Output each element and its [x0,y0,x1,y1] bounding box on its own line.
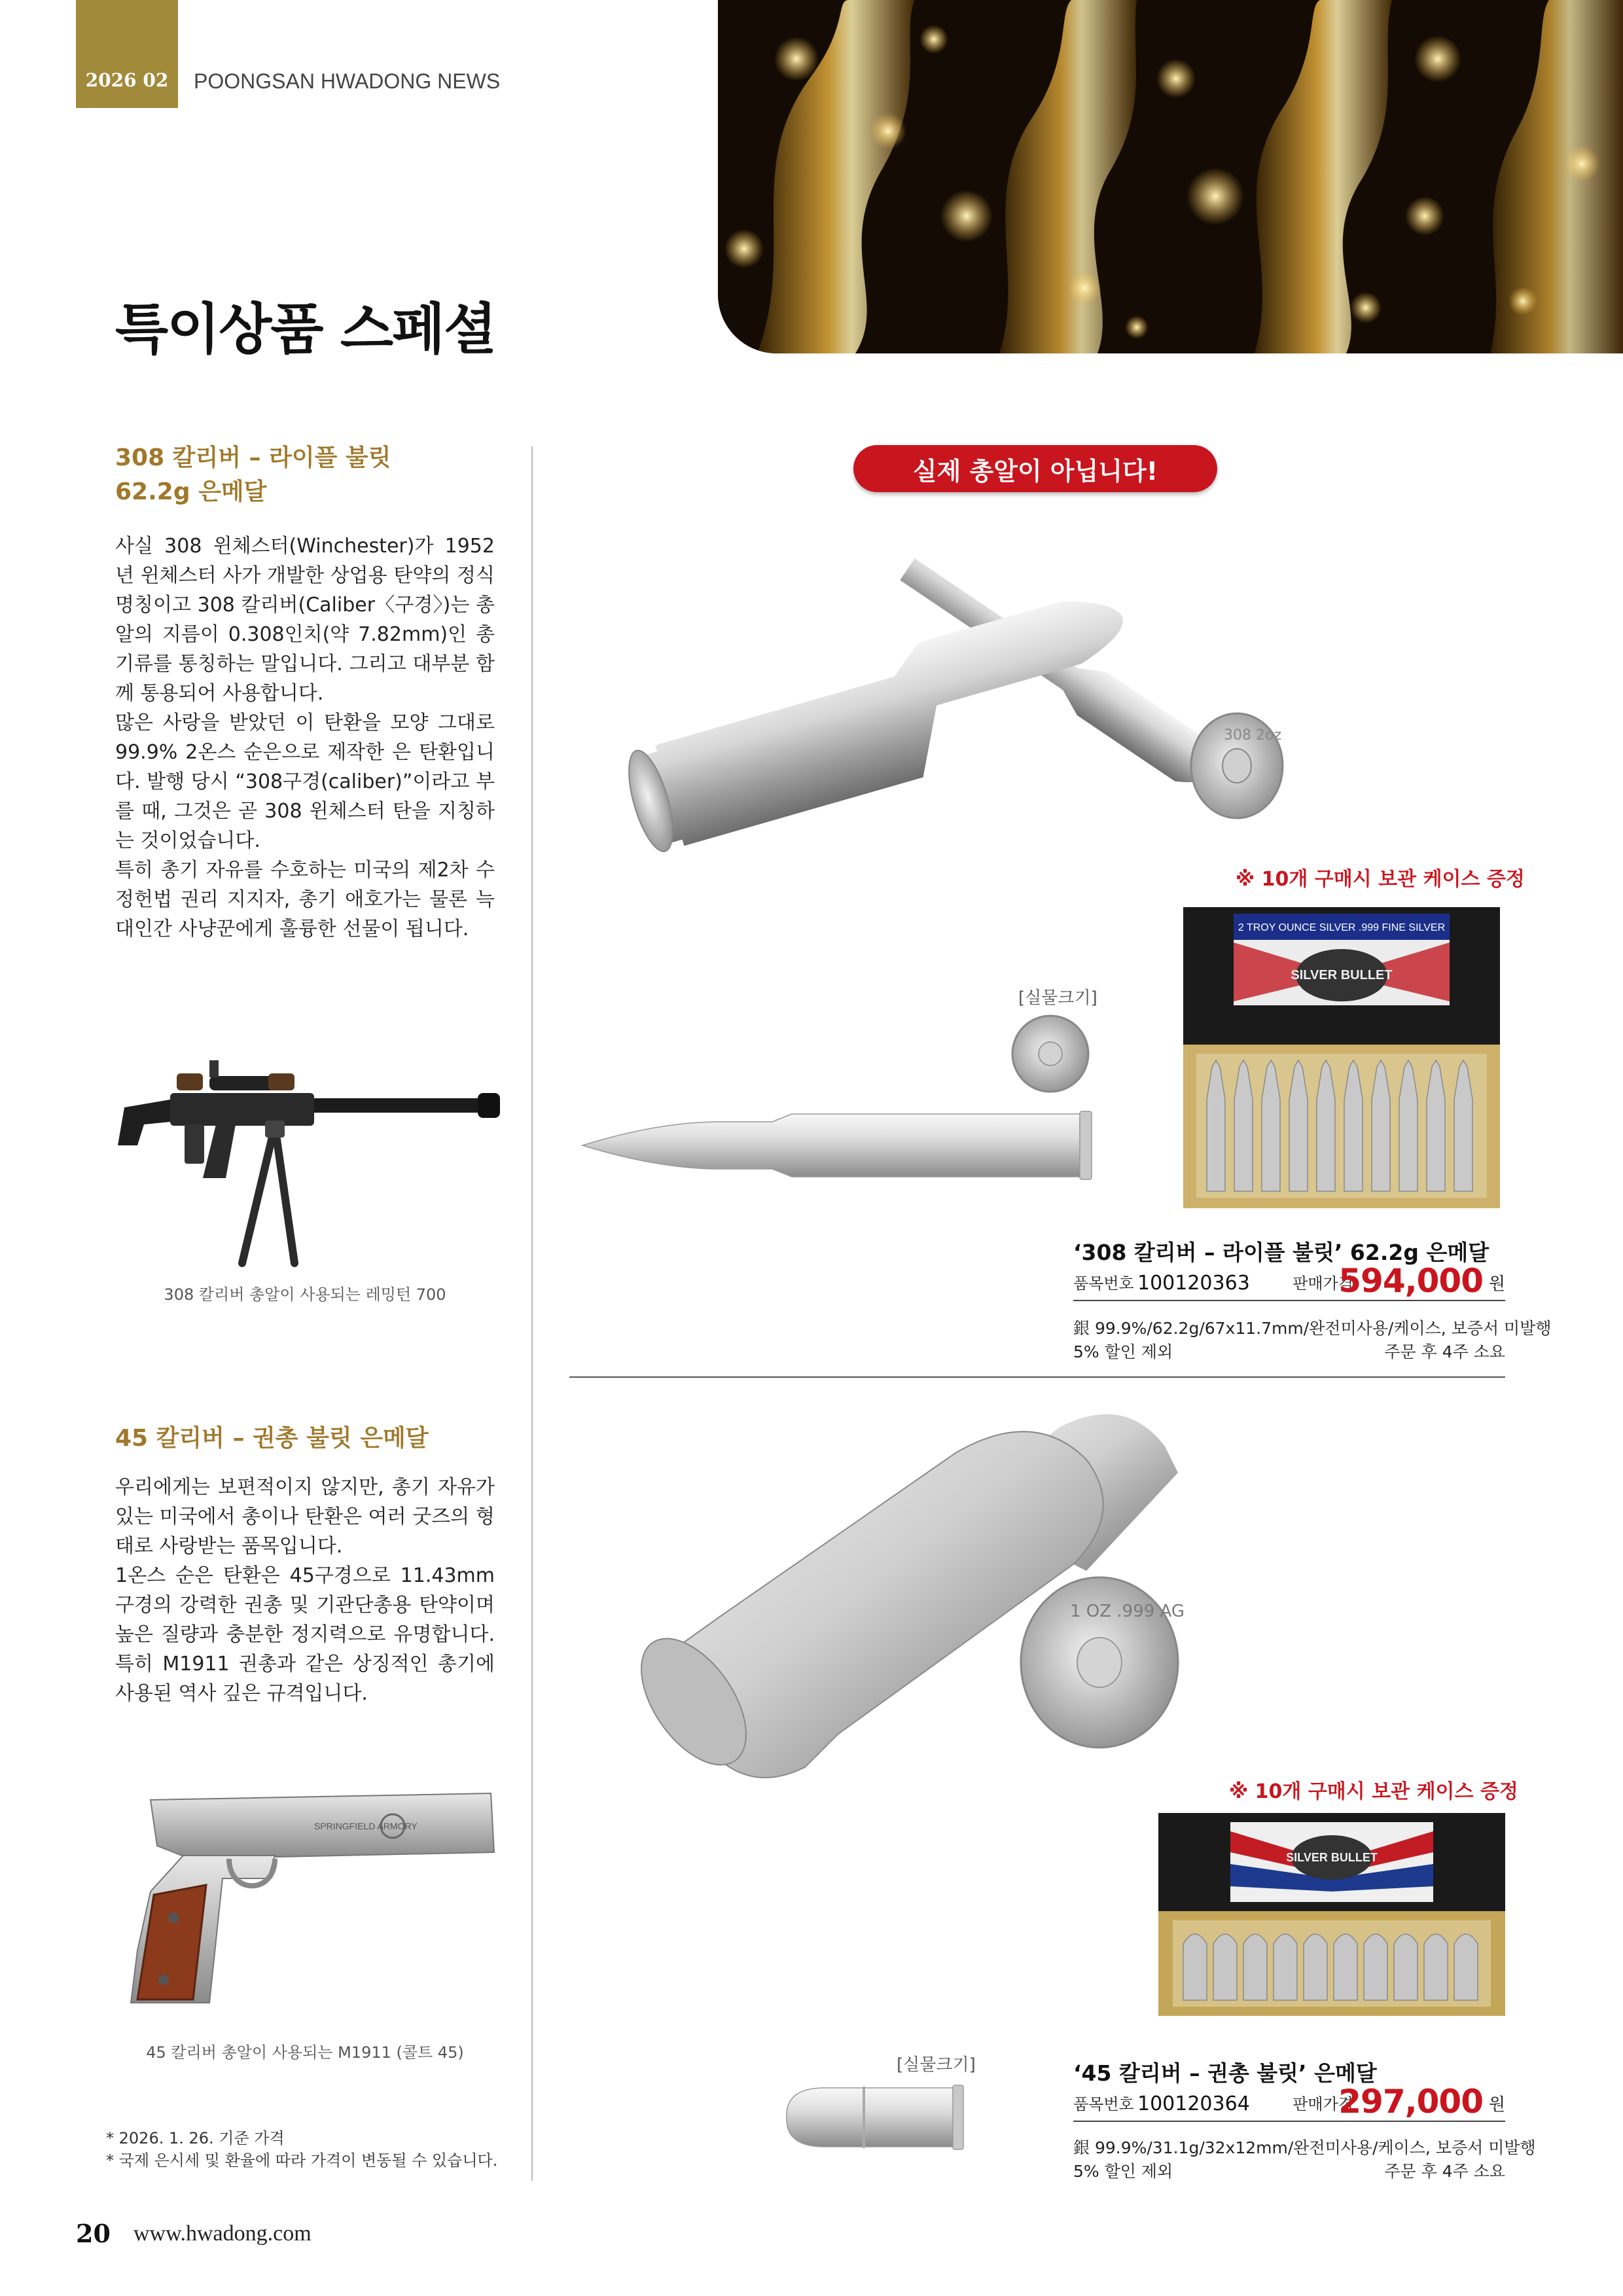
product2-price-label: 판매가격 [1293,2095,1353,2113]
product1-currency: 원 [1488,1274,1505,1294]
pistol-engraving: SPRINGFIELD ARMORY [314,1821,418,1831]
case1-brand: SILVER BULLET [1291,968,1393,982]
page-number: 20 [76,2219,111,2248]
product1-item-no: 100120363 [1137,1272,1250,1295]
newsletter-name: POONGSAN HWADONG NEWS [194,69,501,93]
pistol-photo-caption: 45 칼리버 총알이 사용되는 M1911 (콜트 45) [146,2043,464,2062]
product2-price: 297,000 [1338,2083,1483,2121]
rifle-round-in-case [1454,1060,1472,1191]
disclaimer-line-1: * 2026. 1. 26. 기준 가격 [106,2129,285,2147]
section1-title [115,441,391,509]
hero-image-gold-bars [718,0,1623,353]
section1-body: 사실 308 윈체스터(Winchester)가 1952년 윈체스터 사가 개발한 상업용 탄약의 정식 명칭이고 308 칼리버(Caliber〈구경〉)는 총알의 지름이 0.308인치(약 7.82mm)인 총기류를 통칭하는 말입니다. 그리고 대부분 함께 통용되어 사용합니다. 많은 사랑을 받았던 이 탄환을 모양 그대로 99.9% 2온스 순은으로 제작한 은 탄환입니다. 발행 당시 “308구경(caliber)”이라고 부를 때, 그것은 곧 308 윈체스터 탄을 지칭하는 것이었습니다. 특히 총기 자유를 수호하는 미국의 제2차 수정헌법 권리 지지자, 총기 애호가는 물론 늑대인간 사냥꾼에게 훌륭한 선물이 됩니다. [115,535,495,941]
website-link[interactable]: www.hwadong.com [134,2221,312,2246]
product1-price: 594,000 [1338,1262,1483,1300]
pistol-round-in-case [1334,1934,1357,2000]
disclaimer-line-2: * 국제 은시세 및 환율에 따라 가격이 변동될 수 있습니다. [106,2151,498,2170]
section1-title-line1: 308 칼리버 – 라이플 불릿 [115,444,391,471]
section2-body: 우리에게는 보편적이지 않지만, 총기 자유가 있는 미국에서 총이나 탄환은 여러 굿즈의 형태로 사랑받는 품목입니다. 1온스 순은 탄환은 45구경으로 11.43mm 구경의 강력한 권총 및 기관단총용 탄약이며 높은 질량과 충분한 정지력으로 유명합니다. 특히 M1911 권총과 같은 상징적인 총기에 사용된 역사 깊은 규격입니다. [115,1476,495,1705]
section2-title: 45 칼리버 – 권총 불릿 은메달 [115,1425,429,1452]
product2-discount-note: 5% 할인 제외 [1073,2162,1173,2181]
rifle-round-in-case [1317,1060,1335,1191]
pistol-round-in-case [1394,1934,1418,2000]
not-real-bullet-warning: 실제 총알이 아닙니다! [853,445,1217,492]
rifle-round-in-case [1207,1060,1225,1191]
product2-actual-size-label: [실물크기] [897,2055,976,2075]
pistol-m1911-photo [111,1780,504,2016]
pistol-round-in-case [1304,1934,1327,2000]
product2-promo-note: ※ 10개 구매시 보관 케이스 증정 [1229,1780,1518,1803]
issue-badge [76,0,178,108]
pistol-round-in-case [1364,1934,1387,2000]
product1-storage-case-photo [1178,903,1505,1211]
product1-name: ‘308 칼리버 – 라이플 불릿’ 62.2g 은메달 [1073,1240,1489,1265]
product2-price-row [1073,2085,1505,2122]
product2-actual-size-bullet [785,2081,969,2153]
product1-discount-note: 5% 할인 제외 [1073,1342,1173,1361]
rifle-round-in-case [1399,1060,1418,1191]
pistol-round-in-case [1454,1934,1478,2000]
product2-name: ‘45 칼리버 – 권총 불릿’ 은메달 [1073,2060,1377,2086]
pistol-round-in-case [1274,1934,1297,2000]
45-bullet-main-photo [589,1401,1309,1793]
rifle-round-in-case [1262,1060,1280,1191]
rifle-photo-caption: 308 칼리버 총알이 사용되는 레밍턴 700 [164,1285,446,1304]
gold-bokeh-illustration [718,0,1623,353]
case2-brand: SILVER BULLET [1286,1851,1378,1864]
product2-item-no-label: 품목번호 [1073,2095,1134,2113]
product1-price-label: 판매가격 [1293,1274,1353,1293]
product2-storage-case-photo [1158,1813,1505,2016]
308-bullet-main-photo [589,511,1479,877]
45-headstamp: 1 OZ .999 AG [1070,1602,1185,1621]
rifle-round-in-case [1427,1060,1445,1191]
product1-actual-size-headstamp [1008,1011,1093,1096]
pistol-round-in-case [1183,1934,1207,2000]
price-disclaimer [106,2127,497,2172]
product-divider [569,1376,1505,1378]
column-divider [531,446,533,2181]
product2-item-no: 100120364 [1137,2092,1250,2115]
pistol-round-in-case [1424,1934,1448,2000]
pistol-round-in-case [1243,1934,1267,2000]
page-title: 특이상품 스페셜 [115,297,496,361]
rifle-round-in-case [1289,1060,1308,1191]
rifle-round-in-case [1234,1060,1253,1191]
308-headstamp: 308 2oz [1224,727,1281,744]
issue-date: 2026 02 [85,69,169,91]
rifle-round-in-case [1372,1060,1390,1191]
product2-spec: 銀 99.9%/31.1g/32x12mm/완전미사용/케이스, 보증서 미발행 [1073,2138,1536,2157]
rifle-round-in-case [1344,1060,1363,1191]
section1-title-line2: 62.2g 은메달 [115,478,267,505]
product1-spec: 銀 99.9%/62.2g/67x11.7mm/완전미사용/케이스, 보증서 미발행 [1073,1319,1552,1338]
product1-price-row [1073,1262,1505,1301]
product1-actual-size-bullet [576,1106,1099,1185]
product2-currency: 원 [1488,2095,1505,2115]
product2-lead-time: 주문 후 4주 소요 [1384,2162,1505,2181]
product1-actual-size-label: [실물크기] [1018,988,1097,1008]
product1-promo-note: ※ 10개 구매시 보관 케이스 증정 [1236,868,1525,891]
product1-item-no-label: 품목번호 [1073,1274,1134,1293]
product1-lead-time: 주문 후 4주 소요 [1384,1342,1505,1361]
rifle-remington-700-photo [111,1047,504,1270]
pistol-round-in-case [1213,1934,1237,2000]
case1-lid-text: 2 TROY OUNCE SILVER .999 FINE SILVER [1238,922,1446,933]
